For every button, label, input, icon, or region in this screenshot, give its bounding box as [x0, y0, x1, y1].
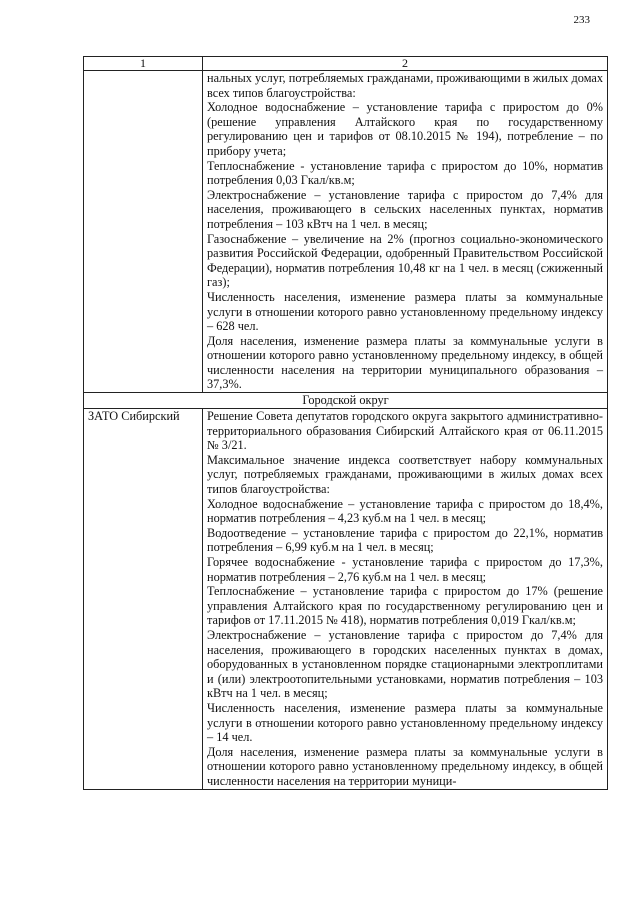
description-cell	[203, 409, 608, 789]
table-header-row	[84, 57, 608, 71]
table-row	[84, 71, 608, 393]
paragraph: Холодное водоснабжение – установление тарифа с приростом до 18,4%, норматив потребления – 4,23 куб.м на 1 чел. в месяц;	[207, 496, 603, 526]
paragraph: Водоотведение – установление тарифа с приростом до 22,1%, норматив потребления – 6,99 куб.м на 1 чел. в месяц;	[207, 525, 603, 555]
paragraph: Численность населения, изменение размера платы за коммунальные услуги в отношении которого равно установленному предельному индексу – 14 чел.	[207, 700, 603, 745]
paragraph: Теплоснабжение – установление тарифа с приростом до 17% (решение управления Алтайского края по государственному регулированию цен и тарифов от 17.11.2015 № 418), норматив потребления 0,019 Гкал/кв.м;	[207, 584, 603, 628]
paragraph: Решение Совета депутатов городского округа закрытого административно-территориального образования Сибирский Алтайского края от 06.11.2015 № 3/21.	[207, 409, 603, 453]
paragraph: Максимальное значение индекса соответствует набору коммунальных услуг, потребляемых гражданами, проживающими в жилых домах всех типов благоустройства:	[207, 452, 603, 497]
paragraph: Электроснабжение – установление тарифа с приростом до 7,4% для населения, проживающего в городских населенных пунктах в домах, оборудованных в установленном порядке стационарными электроплитами и (или) электроотопительными установками, норматив потребления – 103 кВтч на 1 чел. в месяц;	[207, 627, 603, 701]
column-2-header: 2	[203, 57, 608, 71]
section-row	[84, 393, 608, 409]
document-table	[83, 56, 608, 790]
paragraph: Горячее водоснабжение - установление тарифа с приростом до 17,3%, норматив потребления – 2,76 куб.м на 1 чел. в месяц;	[207, 555, 603, 584]
page-number: 233	[573, 14, 590, 26]
paragraph: Численность населения, изменение размера платы за коммунальные услуги в отношении которого равно установленному предельному индексу – 628 чел.	[207, 289, 603, 334]
table-row	[84, 409, 608, 789]
territory-cell: ЗАТО Сибирский	[84, 409, 203, 789]
paragraph: Доля населения, изменение размера платы за коммунальные услуги в отношении которого равно установленному предельному индексу, в общей численности населения на территории муници-	[207, 744, 603, 788]
paragraph: Теплоснабжение - установление тарифа с приростом до 10%, норматив потребления 0,03 Гкал/кв.м;	[207, 158, 603, 188]
paragraph: Доля населения, изменение размера платы за коммунальные услуги в отношении которого равно установленному предельному индексу, в общей численности населения на территории муниципального образования – 37,3%.	[207, 333, 603, 392]
description-cell	[203, 71, 608, 393]
section-title: Городской округ	[84, 393, 608, 409]
territory-cell	[84, 71, 203, 393]
paragraph: нальных услуг, потребляемых гражданами, проживающими в жилых домах всех типов благоустройства:	[207, 71, 603, 100]
paragraph: Электроснабжение – установление тарифа с приростом до 7,4% для населения, проживающего в сельских населенных пунктах, норматив потребления – 103 кВтч на 1 чел. в месяц;	[207, 187, 603, 231]
paragraph: Газоснабжение – увеличение на 2% (прогноз социально-экономического развития Российской Федерации, одобренный Правительством Российской Федерации), норматив потребления 10,48 кг на 1 чел. в месяц (сжиженный газ);	[207, 231, 603, 290]
paragraph: Холодное водоснабжение – установление тарифа с приростом до 0% (решение управления Алтайского края по государственному регулированию цен и тарифов от 08.10.2015 № 194), потребление – по прибору учета;	[207, 100, 603, 158]
column-1-header: 1	[84, 57, 203, 71]
